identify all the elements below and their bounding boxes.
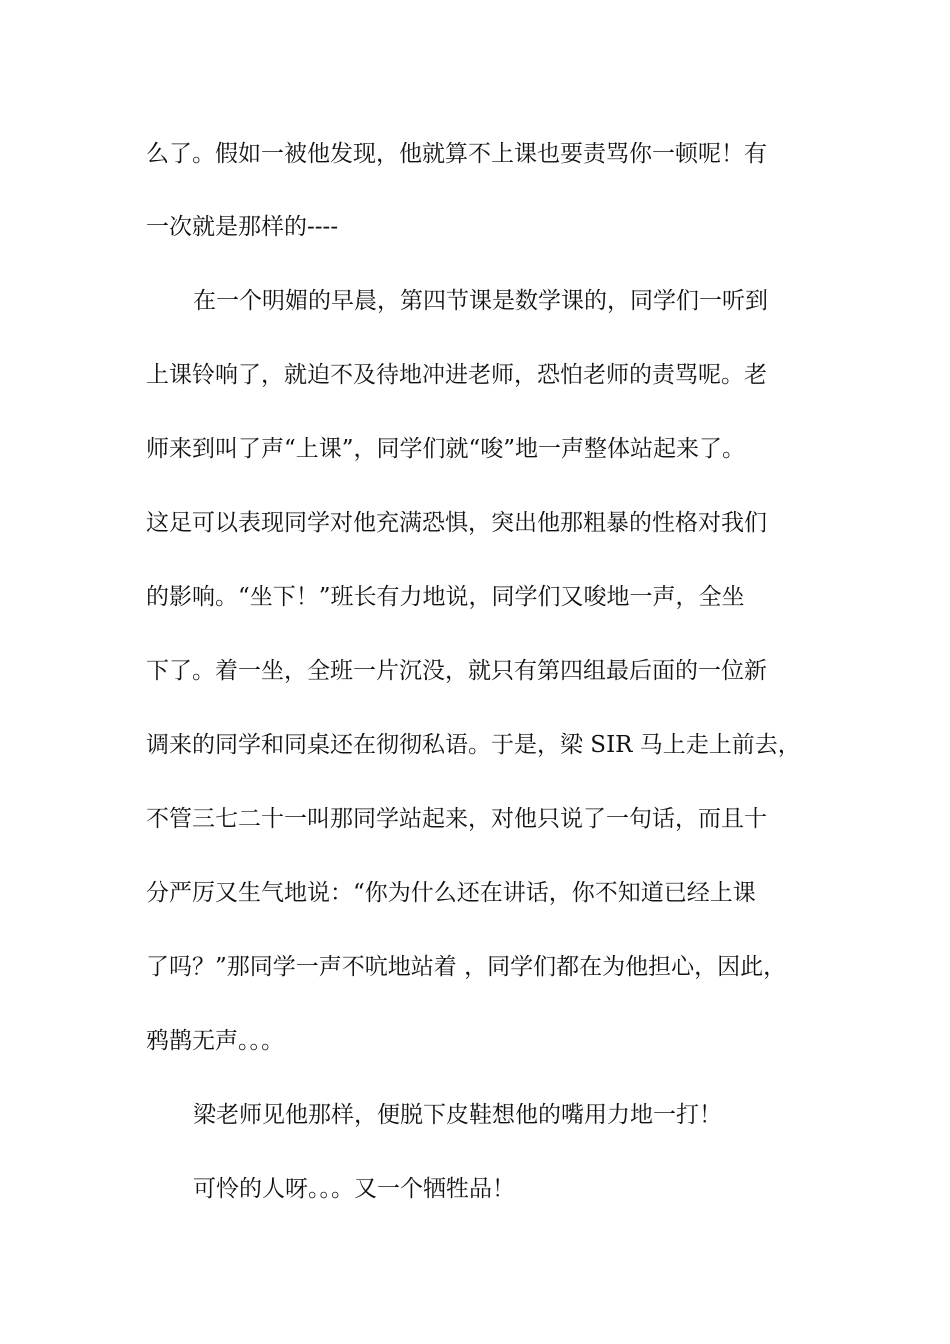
text-line: 这足可以表现同学对他充满恐惧，突出他那粗暴的性格对我们 <box>146 510 767 536</box>
text-line: 上课铃响了，就迫不及待地冲进老师，恐怕老师的责骂呢。老 <box>146 362 767 388</box>
paragraph-start-line: 可怜的人呀。。。又一个牺牲品！ <box>193 1176 515 1202</box>
text-line: 调来的同学和同桌还在彻彻私语。于是，梁 SIR 马上走上前去， <box>146 732 801 758</box>
paragraph-start-line: 梁老师见他那样，便脱下皮鞋想他的嘴用力地一打！ <box>193 1102 722 1128</box>
text-line: 下了。着一坐，全班一片沉没，就只有第四组最后面的一位新 <box>146 658 767 684</box>
text-line: 的影响。“坐下！”班长有力地说，同学们又唆地一声，全坐 <box>146 584 745 610</box>
paragraph-start-line: 在一个明媚的早晨，第四节课是数学课的，同学们一听到 <box>193 288 768 314</box>
text-line: 师来到叫了声“上课”，同学们就“唆”地一声整体站起来了。 <box>146 436 746 462</box>
text-line: 鸦鹊无声。。。 <box>146 1028 284 1054</box>
text-line: 一次就是那样的---- <box>146 214 339 240</box>
text-line: 么了。假如一被他发现，他就算不上课也要责骂你一顿呢！有 <box>146 141 767 167</box>
text-line: 分严厉又生气地说：“你为什么还在讲话，你不知道已经上课 <box>146 880 756 906</box>
text-line: 了吗？”那同学一声不吭地站着 ，同学们都在为他担心，因此， <box>146 954 787 980</box>
text-line: 不管三七二十一叫那同学站起来，对他只说了一句话，而且十 <box>146 806 767 832</box>
